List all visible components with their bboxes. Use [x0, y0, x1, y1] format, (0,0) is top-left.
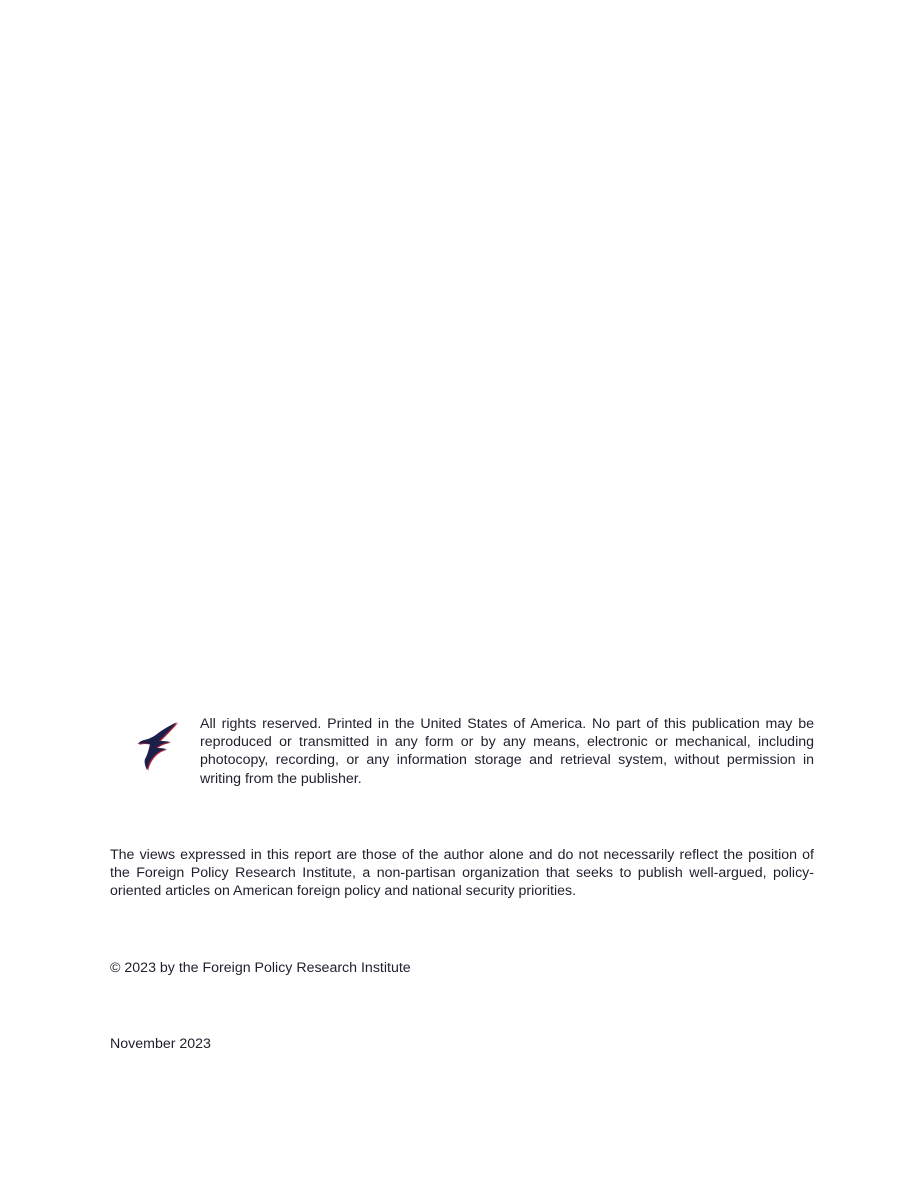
views-disclaimer: The views expressed in this report are those of the author alone and do not necessarily reflect the position of the Foreign Policy Research Institute, a non-partisan organization that seeks to publish well-argued, policy-oriented articles on American foreign policy and national security priorities.	[110, 847, 814, 900]
copyright-line: © 2023 by the Foreign Policy Research Institute	[110, 960, 411, 976]
fpri-logo-icon	[136, 718, 182, 774]
publication-date: November 2023	[110, 1036, 211, 1052]
rights-reserved-notice: All rights reserved. Printed in the United States of America. No part of this publication may be reproduced or transmitted in any form or by any means, electronic or mechanical, including photocopy, recording, or any information storage and retrieval system, without permission in writing from the publisher.	[200, 716, 814, 787]
